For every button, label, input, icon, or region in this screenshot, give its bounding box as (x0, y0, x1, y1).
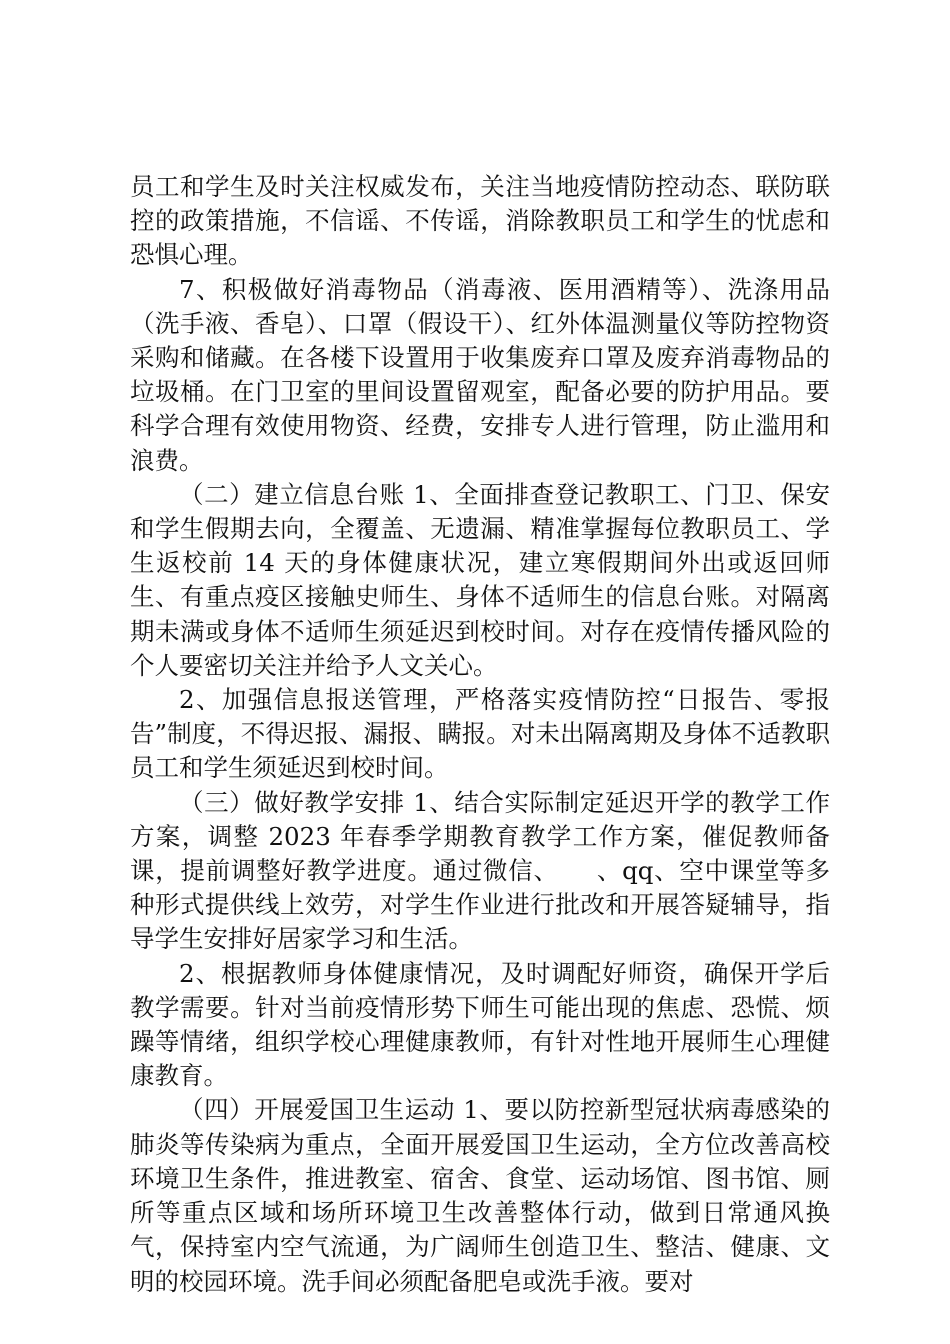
paragraph-section-3: （三）做好教学安排 1、结合实际制定延迟开学的教学工作方案，调整 2023 年春季学期教育教学工作方案，催促教师备课，提前调整好教学进度。通过微信、 、qq、空中课堂等多种形式提供线上效劳，对学生作业进行批改和开展答疑辅导，指导学生安排好居家学习和生活。 (130, 787, 830, 954)
paragraph-section-3-item-2: 2、根据教师身体健康情况，及时调配好师资，确保开学后教学需要。针对当前疫情形势下师生可能出现的焦虑、恐慌、烦躁等情绪，组织学校心理健康教师，有针对性地开展师生心理健康教育。 (130, 958, 830, 1091)
paragraph-section-4: （四）开展爱国卫生运动 1、要以防控新型冠状病毒感染的肺炎等传染病为重点，全面开展爱国卫生运动，全方位改善高校环境卫生条件，推进教室、宿舍、食堂、运动场馆、图书馆、厕所等重点区域和场所环境卫生改善整体行动，做到日常通风换气，保持室内空气流通，为广阔师生创造卫生、整洁、健康、文明的校园环境。洗手间必须配备肥皂或洗手液。要对 (130, 1095, 830, 1296)
paragraph-item-7: 7、积极做好消毒物品（消毒液、医用酒精等）、洗涤用品（洗手液、香皂）、口罩（假设干）、红外体温测量仪等防控物资采购和储藏。在各楼下设置用于收集废弃口罩及废弃消毒物品的垃圾桶。在门卫室的里间设置留观室，配备必要的防护用品。要科学合理有效使用物资、经费，安排专人进行管理，防止滥用和浪费。 (130, 274, 830, 475)
document-body (130, 170, 830, 1299)
paragraph-section-2: （二）建立信息台账 1、全面排查登记教职工、门卫、保安和学生假期去向，全覆盖、无遗漏、精准掌握每位教职员工、学生返校前 14 天的身体健康状况，建立寒假期间外出或返回师生、有重点疫区接触史师生、身体不适师生的信息台账。对隔离期未满或身体不适师生须延迟到校时间。对存在疫情传播风险的个人要密切关注并给予人文关心。 (130, 479, 830, 680)
paragraph-continuation: 员工和学生及时关注权威发布，关注当地疫情防控动态、联防联控的政策措施，不信谣、不传谣，消除教职员工和学生的忧虑和恐惧心理。 (130, 172, 830, 270)
paragraph-section-2-item-2: 2、加强信息报送管理，严格落实疫情防控“日报告、零报告”制度，不得迟报、漏报、瞒报。对未出隔离期及身体不适教职员工和学生须延迟到校时间。 (130, 685, 830, 783)
